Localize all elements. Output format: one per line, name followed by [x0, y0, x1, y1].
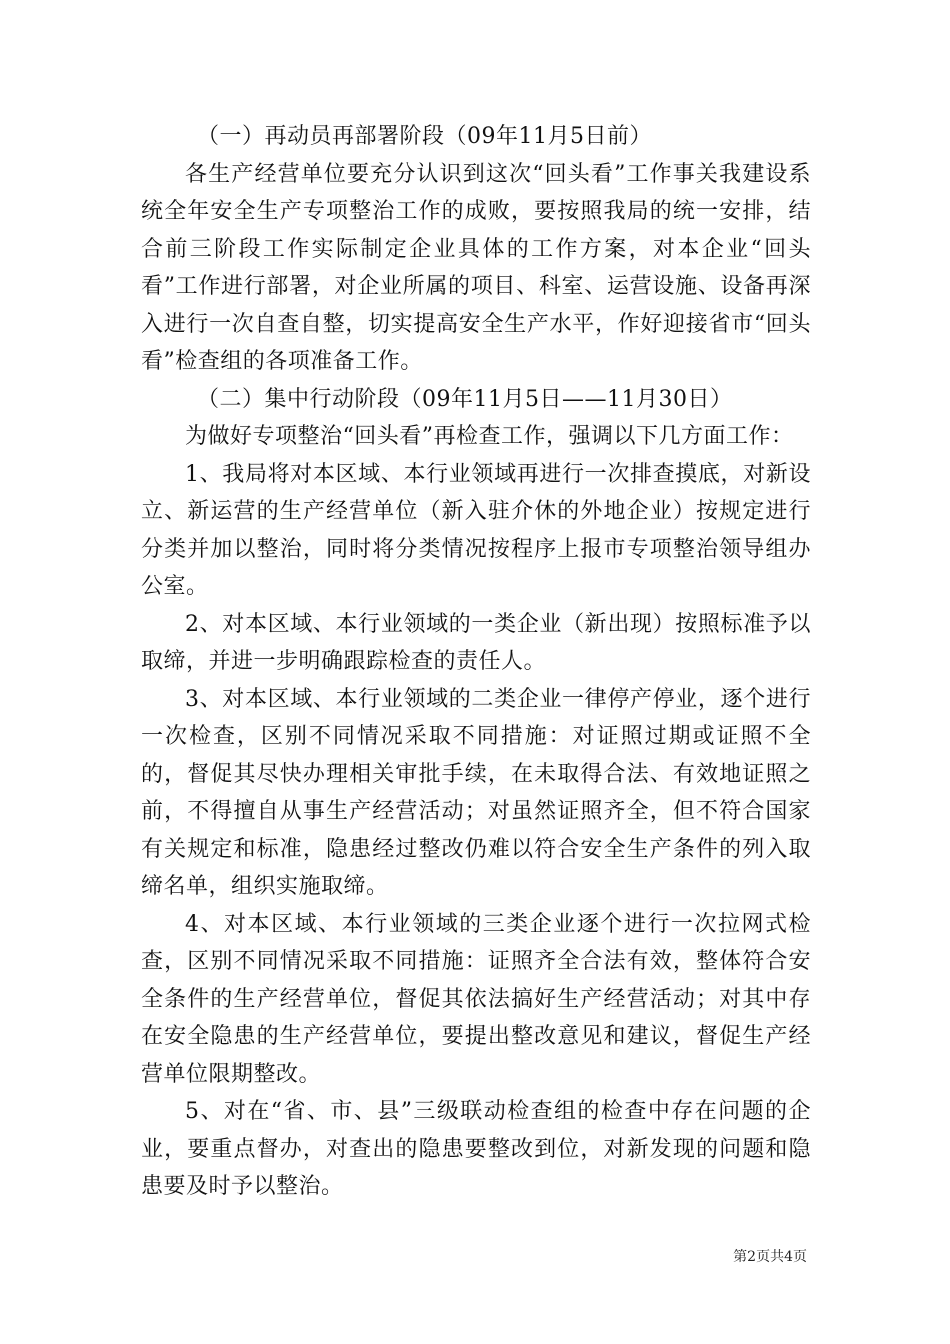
list-item-4: 4、对本区域、本行业领域的三类企业逐个进行一次拉网式检查，区别不同情况采取不同措施：证照齐全合法有效，整体符合安全条件的生产经营单位，督促其依法搞好生产经营活动；对其中存在安全隐患的生产经营单位，要提出整改意见和建议，督促生产经营单位限期整改。 — [141, 911, 811, 1087]
body-paragraph: 为做好专项整治“回头看”再检查工作，强调以下几方面工作： — [185, 424, 794, 449]
body-paragraph: 各生产经营单位要充分认识到这次“回头看”工作事关我建设系统全年安全生产专项整治工作的成败，要按照我局的统一安排，结合前三阶段工作实际制定企业具体的工作方案，对本企业“回头看”工作进行部署，对企业所属的项目、科室、运营设施、设备再深入进行一次自查自整，切实提高安全生产水平，作好迎接省市“回头看”检查组的各项准备工作。 — [141, 161, 811, 374]
list-item-1: 1、我局将对本区域、本行业领域再进行一次排查摸底，对新设立、新运营的生产经营单位（新入驻介休的外地企业）按规定进行分类并加以整治，同时将分类情况按程序上报市专项整治领导组办公室。 — [141, 461, 811, 599]
list-item-5: 5、对在“省、市、县”三级联动检查组的检查中存在问题的企业，要重点督办，对查出的隐患要整改到位，对新发现的问题和隐患要及时予以整治。 — [141, 1099, 811, 1199]
document-body — [141, 118, 811, 1206]
list-item-2: 2、对本区域、本行业领域的一类企业（新出现）按照标准予以取缔，并进一步明确跟踪检查的责任人。 — [141, 611, 811, 674]
section-heading-2: （二）集中行动阶段（09年11月5日——11月30日） — [197, 386, 733, 412]
section-heading-1: （一）再动员再部署阶段（09年11月5日前） — [197, 124, 652, 149]
list-item-3: 3、对本区域、本行业领域的二类企业一律停产停业，逐个进行一次检查，区别不同情况采取不同措施：对证照过期或证照不全的，督促其尽快办理相关审批手续，在未取得合法、有效地证照之前，不得擅自从事生产经营活动；对虽然证照齐全，但不符合国家有关规定和标准，隐患经过整改仍难以符合安全生产条件的列入取缔名单，组织实施取缔。 — [141, 686, 811, 899]
page-number: 第2页共4页 — [733, 1249, 807, 1265]
